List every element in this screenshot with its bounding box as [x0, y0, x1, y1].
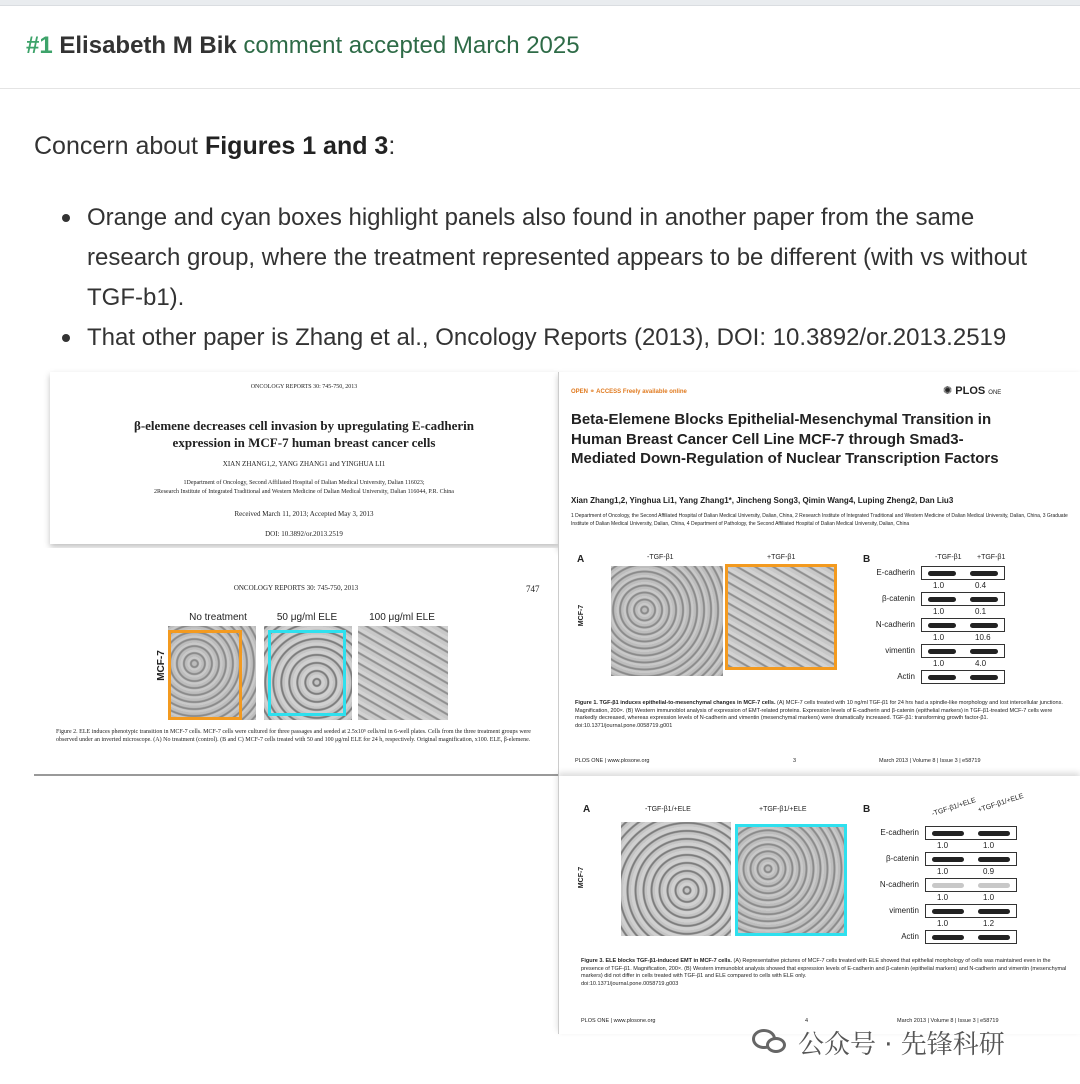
western-blot-panel — [863, 826, 1079, 946]
wb-value: 1.0 — [983, 841, 995, 850]
plos-figure-1 — [558, 548, 1080, 776]
wb-band-row — [921, 592, 1005, 606]
wb-value: 0.9 — [983, 867, 995, 876]
row-label: MCF-7 — [578, 604, 586, 627]
wb-row-label: E-cadherin — [880, 828, 919, 837]
micrograph-panel — [611, 566, 723, 676]
lock-icon: ⚭ — [589, 389, 595, 395]
cyan-highlight-box — [268, 630, 346, 716]
paper-title-line: expression in MCF-7 human breast cancer cells — [172, 435, 436, 450]
wb-value: 1.0 — [933, 633, 945, 642]
watermark — [752, 1024, 1005, 1060]
footer-left: PLOS ONE | www.plosone.org — [575, 758, 650, 764]
wb-row-label: β-catenin — [885, 854, 919, 863]
caption-doi: doi:10.1371/journal.pone.0058719.g001 — [575, 722, 673, 729]
header-divider — [0, 88, 1080, 89]
column-label: -TGF-β1 — [647, 554, 674, 561]
footer-page: 4 — [805, 1018, 809, 1024]
concern-bullet: Orange and cyan boxes highlight panels also found in another paper from the same research group, where the treatment represented appears to be different (with vs without TGF-b1). — [62, 198, 1052, 318]
plos-logo-icon: ✺ — [943, 385, 953, 397]
paper-doi: DOI: 10.3892/or.2013.2519 — [265, 530, 343, 538]
wb-row-label: vimentin — [885, 646, 915, 655]
wb-value: 1.0 — [933, 581, 945, 590]
micrograph-panel — [621, 822, 731, 936]
wb-band — [970, 623, 998, 628]
wb-band — [978, 883, 1010, 888]
figure-caption — [575, 700, 1067, 730]
plos-logo-text: PLOS — [955, 385, 986, 397]
wb-band — [932, 935, 964, 940]
paper-authors: Xian Zhang1,2, Yinghua Li1, Yang Zhang1*, Jincheng Song3, Qimin Wang4, Luping Zheng2, Dan Liu3 — [571, 496, 954, 505]
wb-row-label: N-cadherin — [875, 620, 915, 629]
wb-row-label: β-catenin — [881, 594, 915, 603]
watermark-text: 公众号 · 先锋科研 — [798, 1029, 1005, 1060]
concern-prefix: Concern about — [34, 132, 205, 160]
wb-band-row — [921, 566, 1005, 580]
wb-band — [932, 883, 964, 888]
wb-band-row — [921, 618, 1005, 632]
wechat-icon — [752, 1027, 790, 1057]
cyan-highlight-box — [735, 824, 847, 936]
top-bar — [0, 0, 1080, 6]
wb-band — [970, 597, 998, 602]
orange-highlight-box — [168, 630, 242, 720]
oncology-reports-header — [50, 372, 558, 544]
wb-row-label: vimentin — [889, 906, 919, 915]
paper-affiliation: 1 Department of Oncology, the Second Affiliated Hospital of Dalian Medical University, Dalian, China, 2 Research Institute of Integrated Traditional and Western Medicine of Dalian Medical University, Dalian, China, 3 Graduate Institute of Dalian Medical University, Dalian, China, 4 Department of Pathology, the Second Affiliated Hospital of Dalian Medical University, Dalian, China — [571, 513, 1068, 527]
page-number: 747 — [526, 584, 540, 594]
open-access-badge — [571, 388, 687, 395]
wb-row-label: N-cadherin — [879, 880, 919, 889]
caption-text: (A) Representative pictures of MCF-7 cells treated with ELE showed that epithelial morphology of cells was maintained even in the presence of TGF-β1. Magnification, 200×. (B) Western immunoblot analysis showed that expression levels of E-cadherin and β-catenin (epithelial markers) and N-cadherin and vimentin (mesenchymal markers) did not differ in cells treated with TGF-β1 and ELE compared to cells with ELE only. — [581, 958, 1067, 979]
wb-band — [928, 623, 956, 628]
column-label: +TGF-β1/+ELE — [759, 806, 807, 813]
wb-value: 1.2 — [983, 919, 995, 928]
paper-authors: XIAN ZHANG1,2, YANG ZHANG1 and YINGHUA LI1 — [222, 460, 386, 468]
plos-logo-sub: ONE — [988, 390, 1002, 396]
wb-band-row — [925, 852, 1017, 866]
comment-number: #1 — [26, 32, 53, 59]
wb-band-row — [925, 878, 1017, 892]
plos-logo — [943, 384, 1001, 397]
wb-column-label: -TGF-β1 — [935, 554, 962, 561]
wb-value: 0.1 — [975, 607, 987, 616]
wb-value: 1.0 — [983, 893, 995, 902]
plos-figure-3 — [558, 776, 1080, 1034]
wb-band — [970, 571, 998, 576]
wb-column-label: +TGF-β1 — [977, 554, 1006, 561]
wb-column-label: -TGF-β1/+ELE — [931, 797, 977, 818]
caption-title: Figure 1. TGF-β1 induces epithelial-to-mesenchymal changes in MCF-7 cells. — [575, 700, 776, 706]
paper-title: Beta-Elemene Blocks Epithelial-Mesenchymal Transition in Human Breast Cancer Cell Line MCF-7 through Smad3-Mediated Down-Regulation of Nuclear Transcription Factors — [571, 411, 999, 467]
panel-a-label: A — [577, 554, 585, 565]
access-text: ACCESS Freely available online — [596, 389, 687, 395]
wb-band — [970, 649, 998, 654]
caption-doi: doi:10.1371/journal.pone.0058719.g003 — [581, 980, 679, 987]
comment-author[interactable]: Elisabeth M Bik — [59, 32, 237, 59]
comment-header — [26, 32, 580, 60]
wb-band-row — [921, 644, 1005, 658]
wb-value: 1.0 — [933, 659, 945, 668]
wb-value: 1.0 — [937, 841, 949, 850]
footer-right: March 2013 | Volume 8 | Issue 3 | e58719 — [879, 758, 981, 764]
panel-label: 50 μg/ml ELE — [276, 612, 338, 623]
wb-band — [928, 675, 956, 680]
wb-row-label: Actin — [897, 672, 915, 681]
panel-b-label: B — [863, 804, 871, 815]
comment-status: comment accepted March 2025 — [243, 32, 580, 59]
wb-band — [932, 857, 964, 862]
plos-one-header — [558, 372, 1080, 548]
open-access-word: OPEN — [571, 389, 589, 395]
wb-band — [978, 831, 1010, 836]
wb-column-label: +TGF-β1/+ELE — [977, 792, 1025, 815]
wb-row-label: E-cadherin — [876, 568, 915, 577]
concern-suffix: : — [388, 132, 396, 160]
row-label: MCF-7 — [578, 866, 586, 889]
concern-list — [62, 198, 1052, 358]
wb-band — [978, 909, 1010, 914]
footer-right: March 2013 | Volume 8 | Issue 3 | e58719 — [897, 1018, 999, 1024]
wb-band — [978, 857, 1010, 862]
paper-affiliation: 2Research Institute of Integrated Traditional and Western Medicine of Dalian Medical University, Dalian 116044, P.R. China — [154, 489, 454, 495]
micrograph-panel — [358, 626, 448, 720]
figure-caption: Figure 2. ELE induces phenotypic transition in MCF-7 cells. MCF-7 cells were cultured for three passages and seeded at 2.5x10⁵ cells/ml in 6-well plates. Cells from the three treatment groups were observed under an inverted microscope. (A) No treatment (control). (B and C) MCF-7 cells treated with 50 and 100 μg/ml ELE for 24 h, respectively. Original magnification, x100. ELE, β-elemene. — [56, 729, 531, 743]
paper-affiliation: 1Department of Oncology, Second Affiliated Hospital of Dalian Medical University, Dalian 116023; — [183, 480, 425, 486]
wb-value: 0.4 — [975, 581, 987, 590]
wb-value: 1.0 — [937, 893, 949, 902]
journal-line: ONCOLOGY REPORTS 30: 745-750, 2013 — [250, 384, 358, 390]
wb-band-row — [925, 904, 1017, 918]
concern-figures: Figures 1 and 3 — [204, 132, 389, 160]
panel-label: No treatment — [189, 612, 247, 623]
wb-band-row — [925, 826, 1017, 840]
row-label: MCF-7 — [155, 650, 167, 681]
wb-band — [928, 597, 956, 602]
figure-caption — [581, 958, 1067, 988]
wb-band — [928, 649, 956, 654]
column-label: +TGF-β1 — [767, 554, 796, 561]
wb-band — [928, 571, 956, 576]
panel-a-label: A — [583, 804, 591, 815]
wb-band — [970, 675, 998, 680]
western-blot-panel — [859, 566, 1079, 686]
paper-title-line: β-elemene decreases cell invasion by upregulating E-cadherin — [133, 418, 475, 433]
panel-b-label: B — [863, 554, 871, 565]
orange-highlight-box — [725, 564, 837, 670]
column-label: -TGF-β1/+ELE — [645, 806, 691, 813]
wb-value: 1.0 — [933, 607, 945, 616]
wb-row-label: Actin — [901, 932, 919, 941]
wb-band — [978, 935, 1010, 940]
wb-band — [932, 831, 964, 836]
wb-band-row — [925, 930, 1017, 944]
footer-left: PLOS ONE | www.plosone.org — [581, 1018, 656, 1024]
caption-text: (A) MCF-7 cells treated with 10 ng/ml TGF-β1 for 24 hrs had a spindle-like morphology and lost intercellular junctions. Magnification, 200×. (B) Western immunoblot analysis of expression of EMT-related proteins. Expression levels of E-cadherin and β-catenin (epithelial markers) in TGF-β1-treated MCF-7 cells were markedly decreased, whereas expression levels of N-cadherin and vimentin (mesenchymal markers) were dramatically increased. TGF-β1: transforming growth factor-β1. — [575, 700, 1063, 721]
wb-value: 10.6 — [975, 633, 991, 642]
concern-bullet: That other paper is Zhang et al., Oncology Reports (2013), DOI: 10.3892/or.2013.2519 — [62, 318, 1052, 358]
panel-label: 100 μg/ml ELE — [369, 612, 435, 623]
wb-value: 1.0 — [937, 867, 949, 876]
wb-band — [932, 909, 964, 914]
wb-value: 4.0 — [975, 659, 987, 668]
footer-page: 3 — [793, 758, 797, 764]
oncology-reports-figure — [34, 548, 558, 776]
caption-title: Figure 3. ELE blocks TGF-β1-induced EMT in MCF-7 cells. — [581, 958, 732, 964]
wb-value: 1.0 — [937, 919, 949, 928]
journal-line: ONCOLOGY REPORTS 30: 745-750, 2013 — [233, 584, 359, 592]
concern-heading — [34, 132, 395, 161]
wb-band-row — [921, 670, 1005, 684]
paper-received: Received March 11, 2013; Accepted May 3, 2013 — [234, 510, 374, 518]
